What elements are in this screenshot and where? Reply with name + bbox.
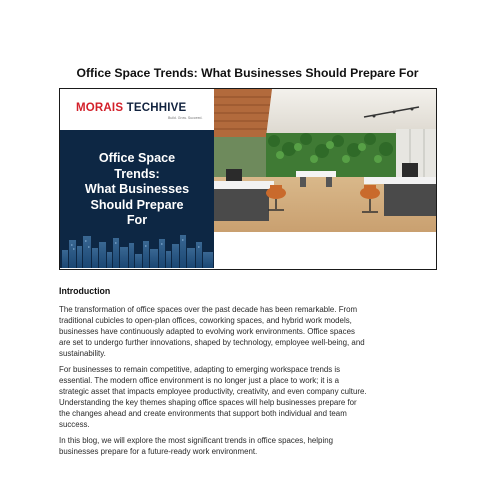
logo-part-1: MORAIS	[76, 102, 127, 114]
intro-heading: Introduction	[59, 286, 111, 296]
banner-heading-line: Should Prepare	[90, 197, 184, 212]
paragraph-line: The transformation of office spaces over the past decade has been remarkable. From	[59, 305, 358, 314]
logo-part-2: TECHHIVE	[126, 102, 187, 114]
paragraph-line: Understanding the key themes shaping office spaces will help businesses prepare for	[59, 398, 357, 408]
banner-heading-line: For	[126, 213, 148, 227]
banner-heading	[60, 151, 214, 229]
paragraph-line: are set to undergo further innovations, shaped by technology, employee well-being, and	[59, 338, 365, 348]
office-interior-photo	[214, 89, 436, 268]
paragraph-line: strategic asset that impacts employee productivity, creativity, and even company culture.	[59, 387, 367, 397]
logo	[60, 89, 214, 130]
featured-banner-image	[59, 88, 437, 270]
intro-paragraph-3	[59, 435, 444, 457]
paragraph-line: success.	[59, 420, 90, 430]
city-skyline-illustration	[60, 230, 214, 268]
paragraph-line: For businesses to remain competitive, adapting to emerging workspace trends is	[59, 365, 341, 374]
paragraph-line: traditional cubicles to open-plan offices, coworking spaces, and hybrid work models,	[59, 316, 352, 326]
paragraph-line: businesses have continuously adapted to evolving work environments. Office spaces	[59, 327, 355, 337]
banner-heading-line: Office Space	[98, 151, 176, 165]
logo-tagline: Build. Grow. Succeed.	[168, 116, 203, 120]
document-title: Office Space Trends: What Businesses Should Prepare For	[76, 66, 419, 80]
logo-wordmark	[76, 102, 186, 114]
intro-paragraph-1	[59, 304, 444, 359]
intro-paragraph-2	[59, 364, 444, 431]
paragraph-line: essential. The modern office environment is no longer just a place to work; it is a	[59, 376, 339, 386]
paragraph-line: businesses prepare for a future-ready work environment.	[59, 447, 258, 457]
paragraph-line: sustainability.	[59, 349, 106, 359]
banner-heading-line: Trends:	[114, 166, 160, 181]
paragraph-line: the changes ahead and create environments that support both individual and team	[59, 409, 347, 419]
paragraph-line: In this blog, we will explore the most significant trends in office spaces, helping	[59, 436, 333, 445]
banner-title-panel	[60, 89, 214, 268]
banner-heading-line: What Businesses	[84, 182, 190, 196]
